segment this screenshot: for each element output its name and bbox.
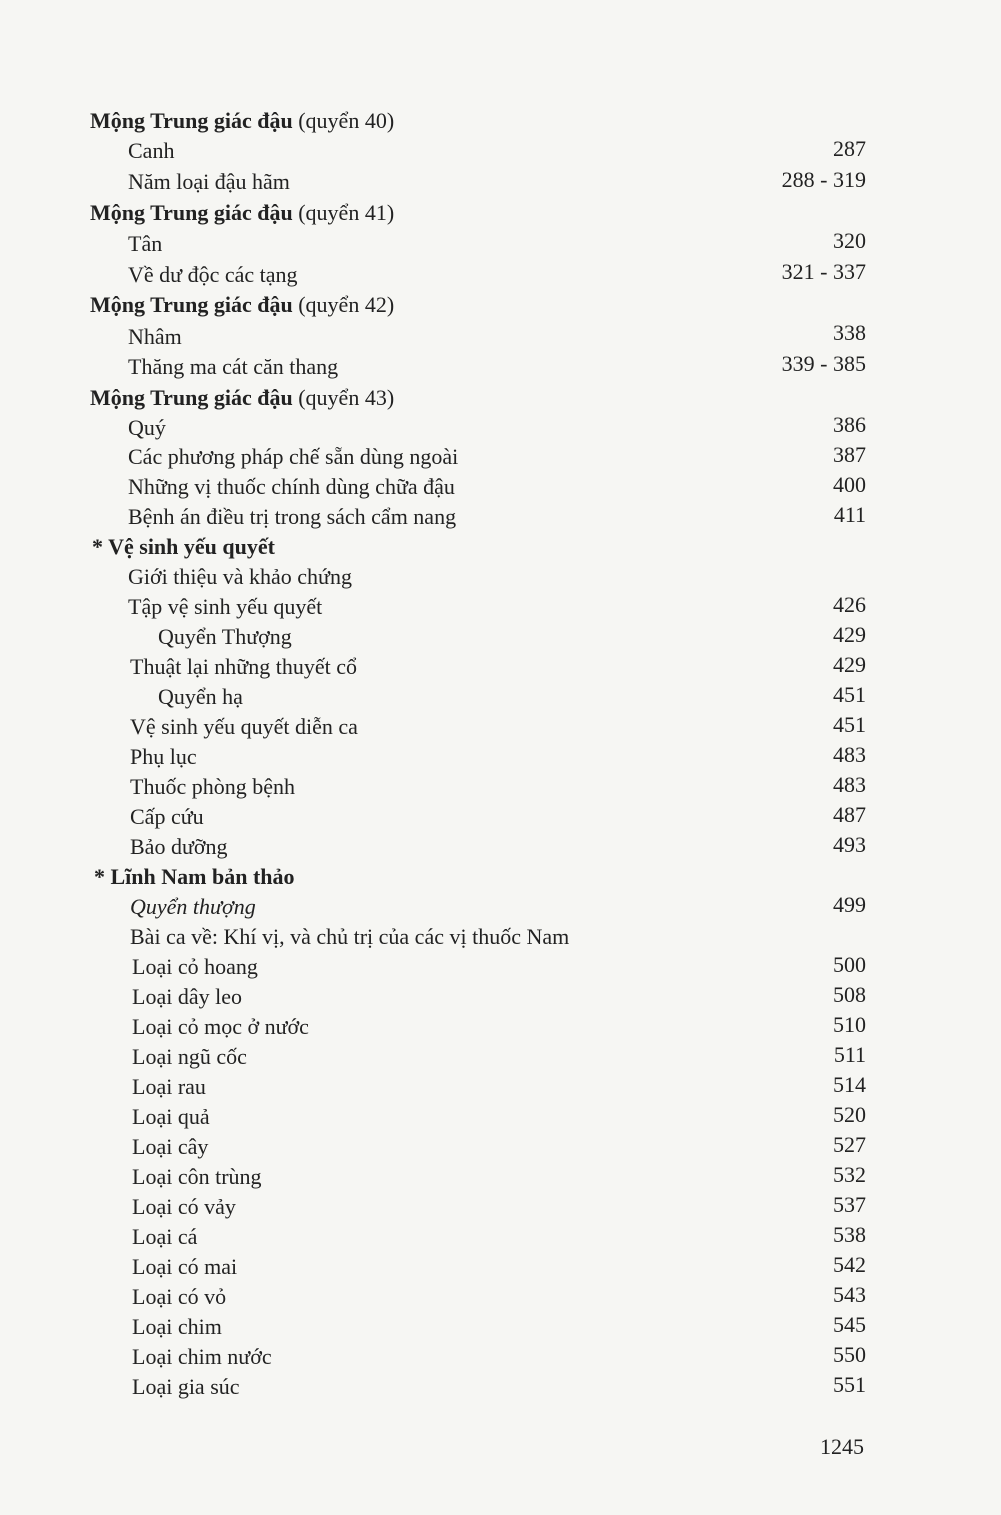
toc-page-number: 287: [833, 136, 866, 161]
toc-entry-title: Mộng Trung giác đậu: [90, 108, 293, 133]
toc-entry: Bệnh án điều trị trong sách cẩm nang: [128, 504, 457, 529]
toc-page-number: 499: [833, 892, 866, 917]
toc-entry: [90, 383, 394, 413]
toc-page-number: 451: [833, 712, 866, 737]
toc-entry: Loại côn trùng: [132, 1164, 262, 1189]
toc-entry: Loại có vỏ: [132, 1284, 227, 1309]
toc-entry-volume: (quyển 43): [292, 385, 395, 410]
toc-page-number: 527: [833, 1132, 866, 1157]
toc-section-heading: * Lĩnh Nam bản thảo: [94, 864, 295, 889]
toc-page-number: 339 - 385: [781, 351, 866, 376]
toc-page-number: 520: [833, 1102, 866, 1127]
toc-page-number: 538: [833, 1222, 866, 1247]
toc-page-number: 511: [833, 1042, 866, 1067]
toc-page-number: 429: [833, 622, 866, 647]
toc-entry-volume: (quyển 42): [292, 292, 395, 317]
toc-page-number: 532: [833, 1162, 866, 1187]
toc-entry: [90, 198, 394, 228]
toc-page-number: 426: [833, 592, 866, 617]
toc-entry: Quý: [128, 415, 166, 440]
toc-entry: [90, 290, 394, 320]
toc-section-heading: * Vệ sinh yếu quyết: [92, 534, 275, 559]
toc-page-number: 400: [833, 472, 866, 497]
toc-entry-title: Mộng Trung giác đậu: [90, 200, 293, 225]
toc-entry: Bài ca về: Khí vị, và chủ trị của các vị thuốc Nam: [130, 924, 570, 949]
toc-page-number: 483: [833, 742, 866, 767]
toc-page-number: 551: [833, 1372, 866, 1397]
toc-entry: [90, 106, 394, 136]
toc-page-number: 510: [833, 1012, 866, 1037]
toc-entry: Loại dây leo: [132, 984, 242, 1009]
toc-entry: Loại chim: [132, 1314, 222, 1339]
toc-page-number: 550: [833, 1342, 866, 1367]
toc-entry: Tân: [128, 231, 163, 256]
toc-entry: Thuốc phòng bệnh: [130, 774, 295, 799]
toc-entry: Thuật lại những thuyết cổ: [130, 654, 357, 679]
toc-page-number: 320: [833, 228, 866, 253]
toc-page-number: 508: [833, 982, 866, 1007]
toc-page-number: 288 - 319: [781, 167, 866, 192]
toc-entry: Những vị thuốc chính dùng chữa đậu: [128, 474, 455, 499]
toc-page-number: 451: [833, 682, 866, 707]
toc-entry: Loại cá: [132, 1224, 198, 1249]
toc-entry: Nhâm: [128, 324, 182, 349]
toc-page-number: 500: [833, 952, 866, 977]
toc-page-number: 493: [833, 832, 866, 857]
toc-entry: Các phương pháp chế sẵn dùng ngoài: [128, 444, 459, 469]
toc-entry: Loại ngũ cốc: [132, 1044, 247, 1069]
toc-entry: Bảo dưỡng: [130, 834, 228, 859]
toc-page-number: 545: [833, 1312, 866, 1337]
toc-page-number: 487: [833, 802, 866, 827]
toc-entry: Thăng ma cát căn thang: [128, 354, 339, 379]
toc-entry: Giới thiệu và khảo chứng: [128, 564, 352, 589]
toc-entry: Loại cỏ mọc ở nước: [132, 1014, 309, 1039]
toc-page-number: 411: [833, 502, 866, 527]
toc-page-number: 514: [833, 1072, 866, 1097]
toc-entry: Loại cỏ hoang: [132, 954, 258, 979]
toc-page-number: 543: [833, 1282, 866, 1307]
toc-entry-title: Mộng Trung giác đậu: [90, 292, 293, 317]
toc-page-number: 386: [833, 412, 866, 437]
toc-page-number: 321 - 337: [781, 259, 866, 284]
toc-entry: Về dư độc các tạng: [128, 262, 298, 287]
toc-entry: Quyển thượng: [130, 894, 256, 919]
toc-entry: Loại chim nước: [132, 1344, 272, 1369]
toc-page-number: 542: [833, 1252, 866, 1277]
page-number: 1245: [820, 1434, 864, 1459]
toc-page-number: 387: [833, 442, 866, 467]
toc-entry: Loại có mai: [132, 1254, 238, 1279]
toc-entry: Quyển Thượng: [158, 624, 292, 649]
toc-entry: Loại gia súc: [132, 1374, 240, 1399]
toc-entry: Loại có vảy: [132, 1194, 236, 1219]
toc-entry: Vệ sinh yếu quyết diễn ca: [130, 714, 358, 739]
toc-entry: Loại rau: [132, 1074, 206, 1099]
toc-entry: Phụ lục: [130, 744, 197, 769]
toc-page-number: 338: [833, 320, 866, 345]
toc-entry-volume: (quyển 40): [292, 108, 395, 133]
toc-page-number: 537: [833, 1192, 866, 1217]
toc-page-number: 429: [833, 652, 866, 677]
toc-entry-title: Mộng Trung giác đậu: [90, 385, 293, 410]
toc-entry: Cấp cứu: [130, 804, 204, 829]
toc-page-number: 483: [833, 772, 866, 797]
toc-entry: Canh: [128, 138, 175, 163]
toc-entry: Quyển hạ: [158, 684, 243, 709]
toc-entry: Loại cây: [132, 1134, 209, 1159]
toc-entry: Loại quả: [132, 1104, 210, 1129]
toc-entry: Năm loại đậu hãm: [128, 169, 290, 194]
toc-entry-volume: (quyển 41): [292, 200, 395, 225]
toc-entry: Tập vệ sinh yếu quyết: [128, 594, 323, 619]
